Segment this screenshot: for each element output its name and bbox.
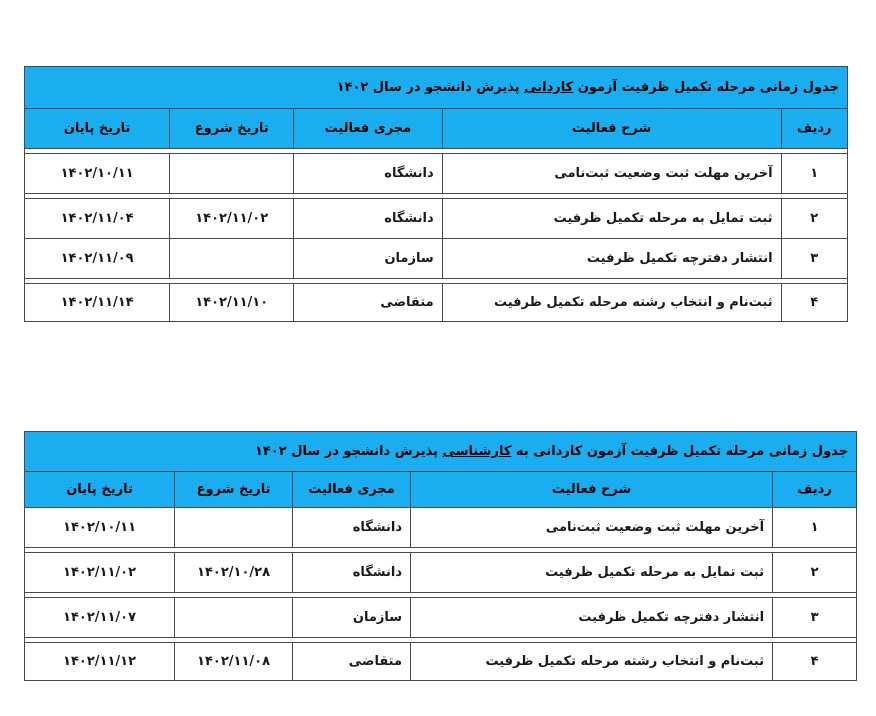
title-text-end: پذیرش دانشجو در سال ۱۴۰۲ <box>255 444 443 459</box>
header-num: ردیف <box>781 109 847 149</box>
header-row <box>25 472 857 508</box>
row-end-date: ۱۴۰۲/۱۰/۱۱ <box>25 154 170 194</box>
row-executor: متقاضی <box>293 643 411 681</box>
schedule-table-associate-to-bachelor <box>24 431 857 681</box>
row-end-date: ۱۴۰۲/۱۱/۰۲ <box>25 553 175 593</box>
row-executor: سازمان <box>294 239 442 279</box>
table-row <box>25 643 857 681</box>
row-activity: انتشار دفترچه تکمیل ظرفیت <box>411 598 773 638</box>
row-activity: آخرین مهلت ثبت وضعیت ثبت‌نامی <box>411 508 773 548</box>
row-end-date: ۱۴۰۲/۱۱/۰۷ <box>25 598 175 638</box>
row-start-date: ۱۴۰۲/۱۱/۰۲ <box>170 199 294 239</box>
row-start-date <box>170 154 294 194</box>
row-end-date: ۱۴۰۲/۱۱/۰۹ <box>25 239 170 279</box>
row-executor: دانشگاه <box>294 199 442 239</box>
row-num: ۳ <box>773 598 857 638</box>
row-num: ۲ <box>781 199 847 239</box>
header-activity: شرح فعالیت <box>442 109 781 149</box>
row-num: ۴ <box>773 643 857 681</box>
table-row <box>25 154 848 194</box>
title-text-end: پذیرش دانشجو در سال ۱۴۰۲ <box>336 80 525 95</box>
row-num: ۲ <box>773 553 857 593</box>
schedule-table-associate <box>24 66 848 322</box>
title-text: جدول زمانی مرحله تکمیل ظرفیت آزمون کاردانی به <box>511 444 849 459</box>
row-end-date: ۱۴۰۲/۱۰/۱۱ <box>25 508 175 548</box>
row-start-date <box>175 508 293 548</box>
row-end-date: ۱۴۰۲/۱۱/۰۴ <box>25 199 170 239</box>
table-title <box>25 67 848 109</box>
row-start-date <box>175 598 293 638</box>
header-start-date: تاریخ شروع <box>170 109 294 149</box>
row-start-date: ۱۴۰۲/۱۰/۲۸ <box>175 553 293 593</box>
row-num: ۴ <box>781 284 847 322</box>
table-title <box>25 432 857 472</box>
row-num: ۱ <box>781 154 847 194</box>
header-start-date: تاریخ شروع <box>175 472 293 508</box>
table-row <box>25 239 848 279</box>
row-activity: ثبت تمایل به مرحله تکمیل ظرفیت <box>411 553 773 593</box>
row-executor: متقاضی <box>294 284 442 322</box>
table-row <box>25 598 857 638</box>
header-row <box>25 109 848 149</box>
row-start-date <box>170 239 294 279</box>
title-text: جدول زمانی مرحله تکمیل ظرفیت آزمون <box>573 80 839 95</box>
table-row <box>25 553 857 593</box>
row-end-date: ۱۴۰۲/۱۱/۱۲ <box>25 643 175 681</box>
header-executor: مجری فعالیت <box>294 109 442 149</box>
row-num: ۳ <box>781 239 847 279</box>
table-row <box>25 199 848 239</box>
table-row <box>25 284 848 322</box>
header-end-date: تاریخ پایان <box>25 109 170 149</box>
table-row <box>25 508 857 548</box>
row-start-date: ۱۴۰۲/۱۱/۱۰ <box>170 284 294 322</box>
header-num: ردیف <box>773 472 857 508</box>
title-underlined-word: کاردانی <box>524 80 574 95</box>
row-activity: ثبت تمایل به مرحله تکمیل ظرفیت <box>442 199 781 239</box>
row-activity: آخرین مهلت ثبت وضعیت ثبت‌نامی <box>442 154 781 194</box>
row-executor: دانشگاه <box>294 154 442 194</box>
row-executor: سازمان <box>293 598 411 638</box>
row-num: ۱ <box>773 508 857 548</box>
header-activity: شرح فعالیت <box>411 472 773 508</box>
row-executor: دانشگاه <box>293 553 411 593</box>
row-end-date: ۱۴۰۲/۱۱/۱۴ <box>25 284 170 322</box>
title-underlined-word: کارشناسی <box>442 444 512 459</box>
row-activity: ثبت‌نام و انتخاب رشته مرحله تکمیل ظرفیت <box>442 284 781 322</box>
header-end-date: تاریخ پایان <box>25 472 175 508</box>
header-executor: مجری فعالیت <box>293 472 411 508</box>
row-start-date: ۱۴۰۲/۱۱/۰۸ <box>175 643 293 681</box>
row-activity: انتشار دفترچه تکمیل ظرفیت <box>442 239 781 279</box>
row-executor: دانشگاه <box>293 508 411 548</box>
row-activity: ثبت‌نام و انتخاب رشته مرحله تکمیل ظرفیت <box>411 643 773 681</box>
